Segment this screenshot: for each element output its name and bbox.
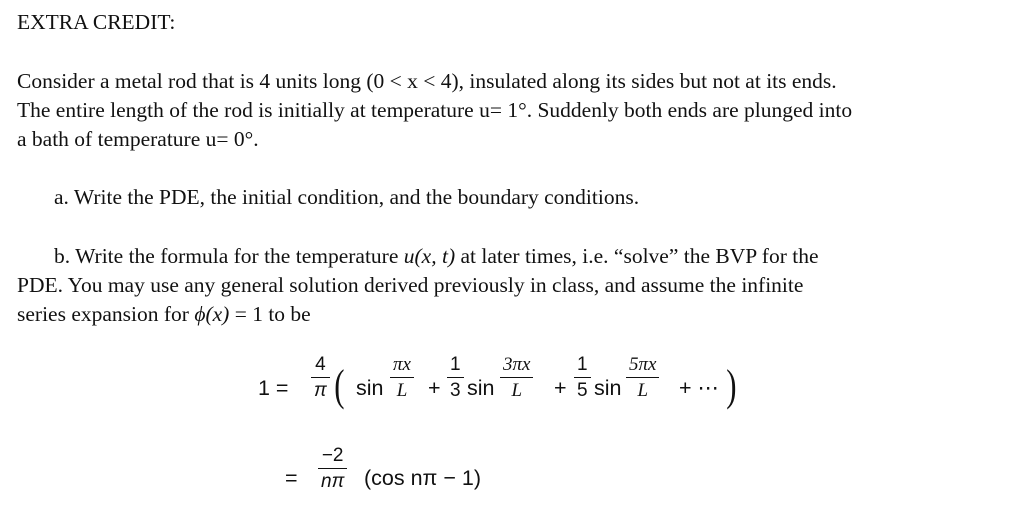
term3-num: 5πx (629, 354, 657, 375)
part-b-text-4: = 1 to be (229, 302, 311, 326)
part-b-line-1 (54, 246, 819, 268)
term1-fraction (390, 355, 414, 400)
eq2-fraction (318, 446, 347, 491)
part-b-text: b. Write the formula for the temperature (54, 244, 404, 268)
eq1-coef-den: π (314, 380, 327, 401)
part-b-text-2: at later times, i.e. “solve” the BVP for the (455, 244, 819, 268)
term1-num: πx (393, 354, 411, 375)
part-b-text-3: series expansion for (17, 302, 195, 326)
term2-cden: 3 (450, 380, 461, 401)
term3-cden: 5 (577, 380, 588, 401)
term2-num: 3πx (503, 354, 531, 375)
term3-coefficient (574, 355, 591, 400)
term2-den: L (511, 380, 523, 401)
term3-sin: sin (594, 376, 622, 400)
eq2-rest: (cos nπ − 1) (364, 466, 482, 490)
series-tail: + ⋯ (679, 376, 720, 400)
paragraph-line-2: The entire length of the rod is initially at temperature u= 1°. Suddenly both ends are plunged into (17, 98, 853, 122)
eq2-den: nπ (321, 471, 345, 492)
heading: EXTRA CREDIT: (17, 10, 176, 34)
term2-coefficient (447, 355, 464, 400)
eq1-coef-num: 4 (315, 354, 326, 375)
eq2-num: −2 (321, 445, 344, 466)
function-phi: ϕ(x) (194, 302, 230, 326)
open-paren: ( (334, 361, 345, 410)
close-paren: ) (726, 361, 737, 410)
part-b-line-3 (17, 304, 311, 326)
part-b-line-2: PDE. You may use any general solution derived previously in class, and assume the infinite (17, 273, 804, 297)
term1-den: L (396, 380, 408, 401)
paragraph-line-3: a bath of temperature u= 0°. (17, 127, 259, 151)
function-u: u(x, t) (403, 244, 456, 268)
term2-fraction (500, 355, 533, 400)
plus-1: + (428, 376, 441, 400)
eq1-lhs: 1 = (258, 376, 289, 400)
term2-sin: sin (467, 376, 495, 400)
term2-cnum: 1 (450, 354, 461, 375)
paragraph-line-1: Consider a metal rod that is 4 units long (0 < x < 4), insulated along its sides but not at its ends. (17, 69, 837, 93)
eq1-coefficient (311, 355, 330, 400)
part-a: a. Write the PDE, the initial condition, and the boundary conditions. (54, 185, 640, 209)
plus-2: + (554, 376, 567, 400)
term1-sin: sin (356, 376, 384, 400)
eq2-equals: = (285, 466, 298, 490)
term3-den: L (637, 380, 649, 401)
term3-cnum: 1 (577, 354, 588, 375)
term3-fraction (626, 355, 659, 400)
